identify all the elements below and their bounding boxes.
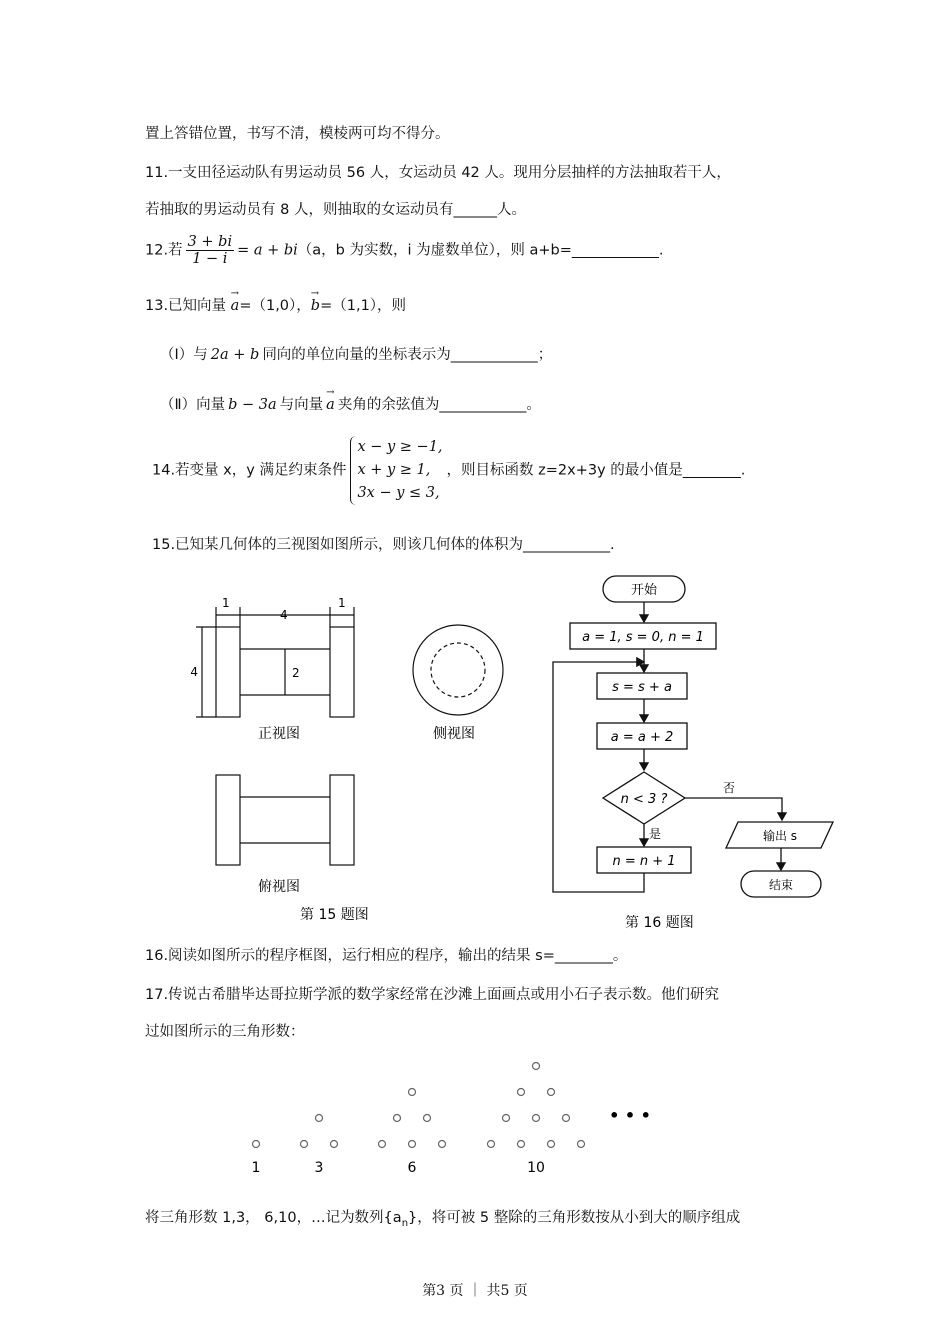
q12-denominator: 1 − i	[192, 251, 228, 267]
yes-label: 是	[649, 827, 662, 841]
dim-4-side: 4	[190, 665, 198, 679]
pebble-dot	[488, 1141, 495, 1148]
step-n-label: n = n + 1	[612, 854, 676, 869]
question-11-line-2: 若抽取的男运动员有 8 人，则抽取的女运动员有______人。	[145, 202, 526, 218]
q12-numerator: 3 + bi	[187, 234, 233, 250]
question-16: 16.阅读如图所示的程序框图，运行相应的程序，输出的结果 s=________。	[145, 948, 628, 964]
condition-label: n < 3 ?	[620, 792, 668, 807]
q12-fraction	[186, 234, 235, 267]
pebble-dot	[548, 1141, 555, 1148]
pebble-dot	[316, 1115, 323, 1122]
q17c-subscript: n	[401, 1217, 409, 1229]
step-s-label: s = s + a	[612, 680, 672, 695]
pebble-dot	[439, 1141, 446, 1148]
text-line-1: 置上答错位置，书写不清，模棱两可均不得分。	[145, 126, 450, 142]
vector-b: → b	[311, 296, 320, 316]
question-17-line-2: 过如图所示的三角形数：	[145, 1024, 305, 1040]
top-view-label: 俯视图	[258, 879, 300, 895]
q13-1-expression: 2a + b	[210, 347, 260, 363]
question-13-part-1	[160, 345, 552, 365]
q13-prefix: 13.已知向量	[145, 298, 227, 314]
figure-16-flowchart	[545, 570, 840, 940]
figure-15-caption: 第 15 题图	[300, 907, 369, 923]
ellipsis: • • •	[609, 1106, 651, 1125]
step-a-label: a = a + 2	[610, 730, 674, 745]
pebble-dot	[518, 1089, 525, 1096]
question-14	[152, 436, 745, 505]
dim-4-top: 4	[280, 608, 288, 622]
q14-constraint-system	[350, 436, 442, 505]
figure-17-triangular-numbers	[230, 1055, 680, 1180]
pebble-dot	[518, 1141, 525, 1148]
q14-suffix: ，则目标函数 z=2x+3y 的最小值是________.	[446, 462, 746, 479]
dim-2: 2	[292, 666, 300, 680]
q13-2-prefix: （Ⅱ）向量	[160, 397, 226, 413]
question-17-line-3	[145, 1208, 740, 1234]
pebble-dots	[253, 1063, 585, 1148]
question-13	[145, 296, 406, 316]
q13-suffix: =（1,1），则	[320, 298, 407, 314]
q17c-suffix: }，将可被 5 整除的三角形数按从小到大的顺序组成	[408, 1210, 741, 1226]
q14-constraint-1: x − y ≥ −1,	[357, 439, 443, 455]
question-12	[145, 234, 663, 267]
q17c-prefix: 将三角形数 1,3， 6,10，…记为数列{a	[145, 1210, 402, 1226]
tri-label-10: 10	[527, 1160, 545, 1176]
q13-2-suffix: 夹角的余弦值为____________。	[337, 397, 541, 413]
tri-label-6: 6	[407, 1160, 417, 1176]
pebble-dot	[409, 1089, 416, 1096]
figure-16-caption: 第 16 题图	[625, 915, 694, 931]
q14-prefix: 14.若变量 x，y 满足约束条件	[152, 462, 347, 479]
q13-2-expression: b − 3a	[228, 397, 277, 413]
page-footer: 第3 页 ｜ 共5 页	[422, 1283, 528, 1299]
question-17-line-1: 17.传说古希腊毕达哥拉斯学派的数学家经常在沙滩上面画点或用小石子表示数。他们研究	[145, 987, 720, 1003]
pebble-dot	[409, 1141, 416, 1148]
tri-label-1: 1	[251, 1160, 261, 1176]
pebble-dot	[533, 1115, 540, 1122]
pebble-dot	[548, 1089, 555, 1096]
pebble-dot	[533, 1063, 540, 1070]
no-label: 否	[723, 781, 736, 795]
pebble-dot	[331, 1141, 338, 1148]
question-13-part-2	[160, 395, 541, 415]
start-label: 开始	[630, 583, 658, 598]
pebble-dot	[253, 1141, 260, 1148]
dim-1-right: 1	[338, 596, 346, 610]
q13-mid: =（1,0），	[239, 298, 311, 314]
pebble-dot	[578, 1141, 585, 1148]
q12-suffix: （a，b 为实数，i 为虚数单位），则 a+b=____________.	[297, 242, 664, 259]
pebble-dot	[503, 1115, 510, 1122]
pebble-dot	[424, 1115, 431, 1122]
figure-15-three-views	[180, 585, 510, 930]
front-view	[196, 607, 354, 717]
pebble-dot	[379, 1141, 386, 1148]
q13-2-vector-a: → a	[326, 395, 335, 415]
side-view-label: 侧视图	[433, 726, 475, 742]
q14-constraint-3: 3x − y ≤ 3,	[357, 485, 440, 501]
top-view	[216, 775, 354, 865]
vector-a: → a	[231, 296, 240, 316]
q13-2-mid: 与向量	[279, 397, 324, 413]
front-view-label: 正视图	[258, 726, 300, 742]
pebble-dot	[563, 1115, 570, 1122]
q12-prefix: 12.若	[145, 242, 183, 259]
output-label: 输出 s	[762, 829, 798, 843]
pebble-dot	[394, 1115, 401, 1122]
q13-1-suffix: 同向的单位向量的坐标表示为____________；	[262, 347, 553, 363]
tri-label-3: 3	[314, 1160, 324, 1176]
question-15: 15.已知某几何体的三视图如图所示，则该几何体的体积为____________.	[152, 537, 615, 553]
dim-1-left: 1	[222, 596, 230, 610]
pebble-dot	[301, 1141, 308, 1148]
question-11-line-1: 11.一支田径运动队有男运动员 56 人，女运动员 42 人。现用分层抽样的方法抽取若干人，	[145, 165, 731, 181]
q14-constraint-2: x + y ≥ 1,	[357, 462, 431, 478]
q13-1-prefix: （Ⅰ）与	[160, 347, 208, 363]
init-label: a = 1, s = 0, n = 1	[582, 630, 704, 645]
q12-equation: = a + bi	[237, 242, 298, 259]
side-view	[413, 625, 503, 715]
end-label: 结束	[768, 878, 794, 892]
